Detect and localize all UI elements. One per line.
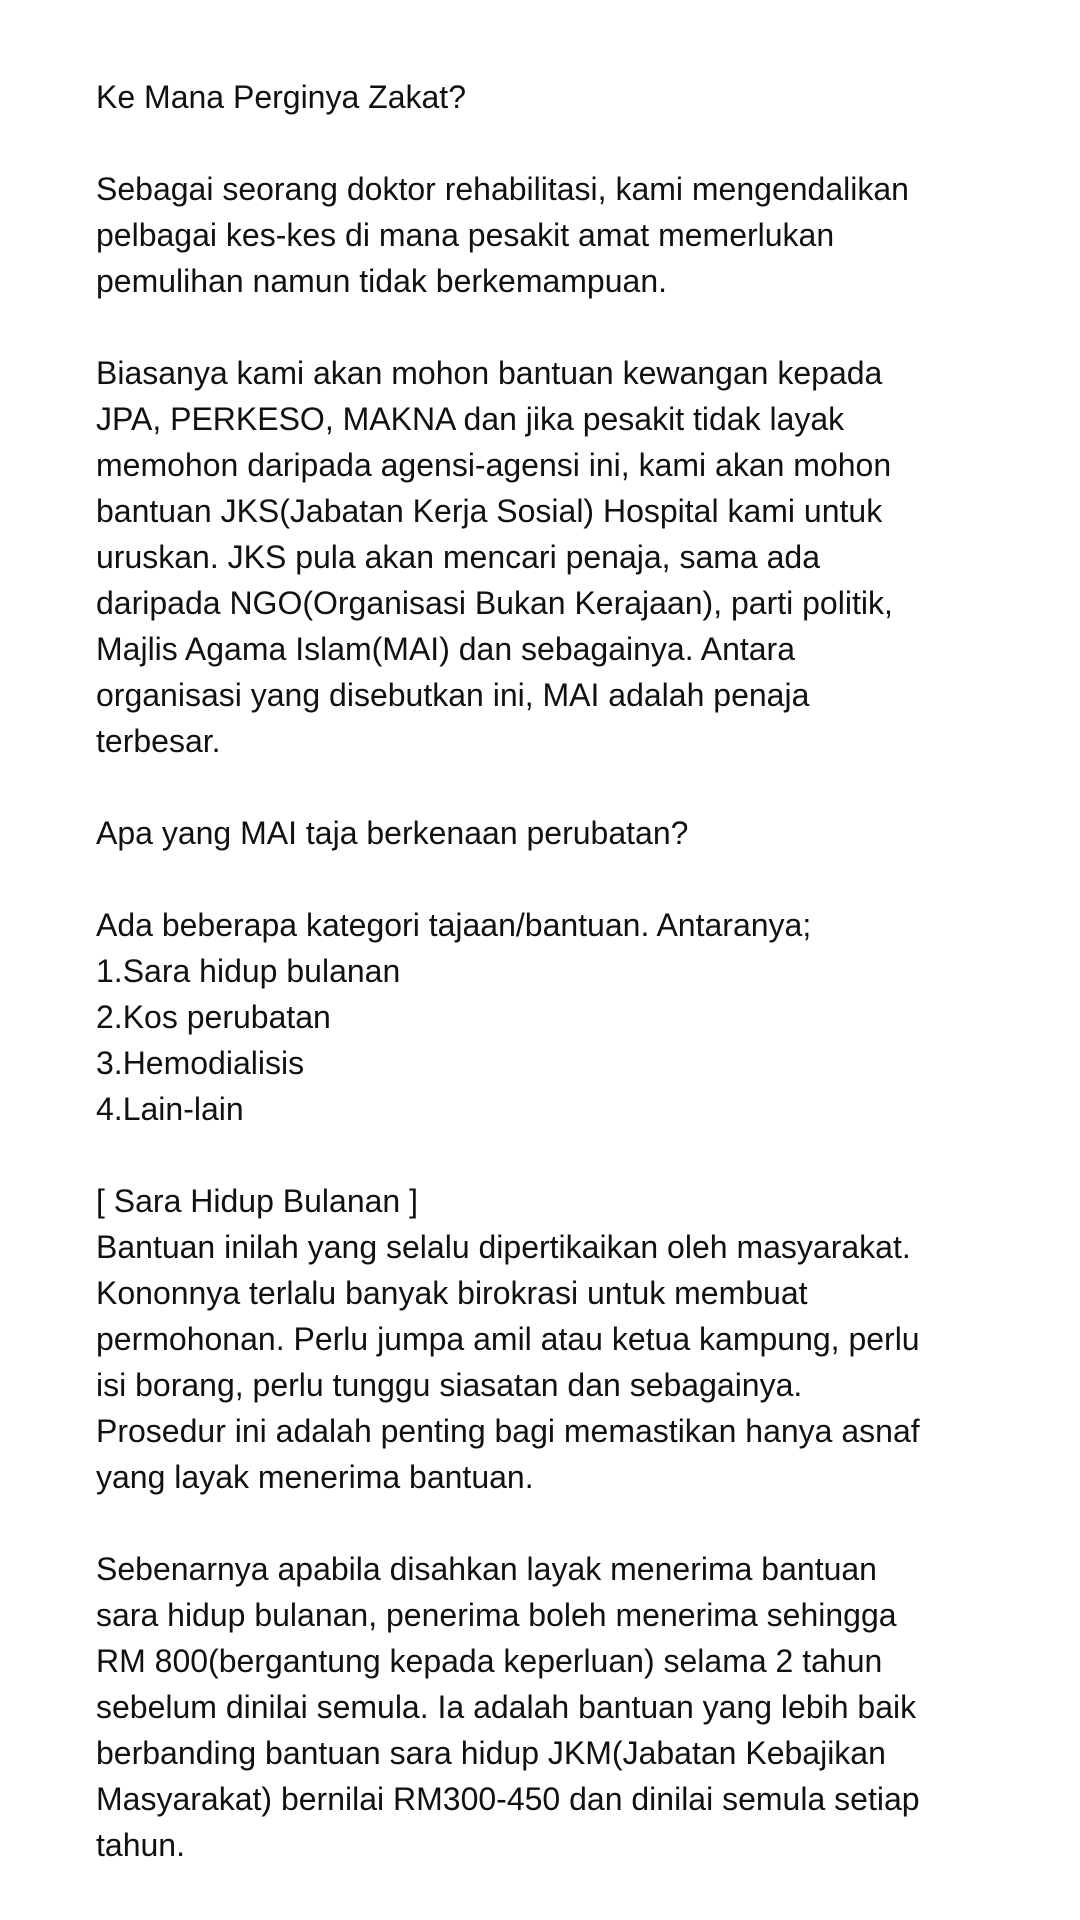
paragraph-gap xyxy=(96,120,996,166)
text-line: permohonan. Perlu jumpa amil atau ketua kampung, perlu xyxy=(96,1321,920,1357)
category-item: 2.Kos perubatan xyxy=(96,999,331,1035)
paragraph-amounts xyxy=(96,1546,996,1868)
text-line: isi borang, perlu tunggu siasatan dan sebagainya. xyxy=(96,1367,803,1403)
text-line: daripada NGO(Organisasi Bukan Kerajaan), parti politik, xyxy=(96,585,893,621)
text-line: berbanding bantuan sara hidup JKM(Jabatan Kebajikan xyxy=(96,1735,886,1771)
paragraph-gap xyxy=(96,1132,996,1178)
text-line: Sebagai seorang doktor rehabilitasi, kami mengendalikan xyxy=(96,171,909,207)
text-line: pemulihan namun tidak berkemampuan. xyxy=(96,263,667,299)
category-item: 1.Sara hidup bulanan xyxy=(96,953,401,989)
document-body xyxy=(96,74,996,1868)
text-line: Prosedur ini adalah penting bagi memastikan hanya asnaf xyxy=(96,1413,920,1449)
text-line: JPA, PERKESO, MAKNA dan jika pesakit tidak layak xyxy=(96,401,845,437)
text-line: sebelum dinilai semula. Ia adalah bantuan yang lebih baik xyxy=(96,1689,917,1725)
text-line: Kononnya terlalu banyak birokrasi untuk membuat xyxy=(96,1275,808,1311)
category-item: 3.Hemodialisis xyxy=(96,1045,305,1081)
text-line: Biasanya kami akan mohon bantuan kewangan kepada xyxy=(96,355,883,391)
text-line: yang layak menerima bantuan. xyxy=(96,1459,534,1495)
paragraph-agencies xyxy=(96,350,996,764)
categories-intro: Ada beberapa kategori tajaan/bantuan. Antaranya; xyxy=(96,907,812,943)
text-line: pelbagai kes-kes di mana pesakit amat memerlukan xyxy=(96,217,835,253)
text-line: RM 800(bergantung kepada keperluan) selama 2 tahun xyxy=(96,1643,883,1679)
text-line: uruskan. JKS pula akan mencari penaja, sama ada xyxy=(96,539,820,575)
paragraph-gap xyxy=(96,304,996,350)
category-item: 4.Lain-lain xyxy=(96,1091,244,1127)
section-heading: [ Sara Hidup Bulanan ] xyxy=(96,1183,418,1219)
paragraph-gap xyxy=(96,1500,996,1546)
text-line: memohon daripada agensi-agensi ini, kami akan mohon xyxy=(96,447,892,483)
question-heading: Apa yang MAI taja berkenaan perubatan? xyxy=(96,815,689,851)
text-line: sara hidup bulanan, penerima boleh menerima sehingga xyxy=(96,1597,897,1633)
paragraph-bureaucracy xyxy=(96,1224,996,1500)
text-line: tahun. xyxy=(96,1827,185,1863)
categories-block xyxy=(96,902,996,1132)
text-line: bantuan JKS(Jabatan Kerja Sosial) Hospital kami untuk xyxy=(96,493,883,529)
text-line: terbesar. xyxy=(96,723,221,759)
text-line: Majlis Agama Islam(MAI) dan sebagainya. Antara xyxy=(96,631,795,667)
paragraph-gap xyxy=(96,856,996,902)
paragraph-gap xyxy=(96,764,996,810)
text-line: organisasi yang disebutkan ini, MAI adalah penaja xyxy=(96,677,810,713)
text-line: Masyarakat) bernilai RM300-450 dan dinilai semula setiap xyxy=(96,1781,920,1817)
text-line: Bantuan inilah yang selalu dipertikaikan oleh masyarakat. xyxy=(96,1229,911,1265)
document-title: Ke Mana Perginya Zakat? xyxy=(96,79,466,115)
paragraph-intro xyxy=(96,166,996,304)
text-line: Sebenarnya apabila disahkan layak menerima bantuan xyxy=(96,1551,877,1587)
